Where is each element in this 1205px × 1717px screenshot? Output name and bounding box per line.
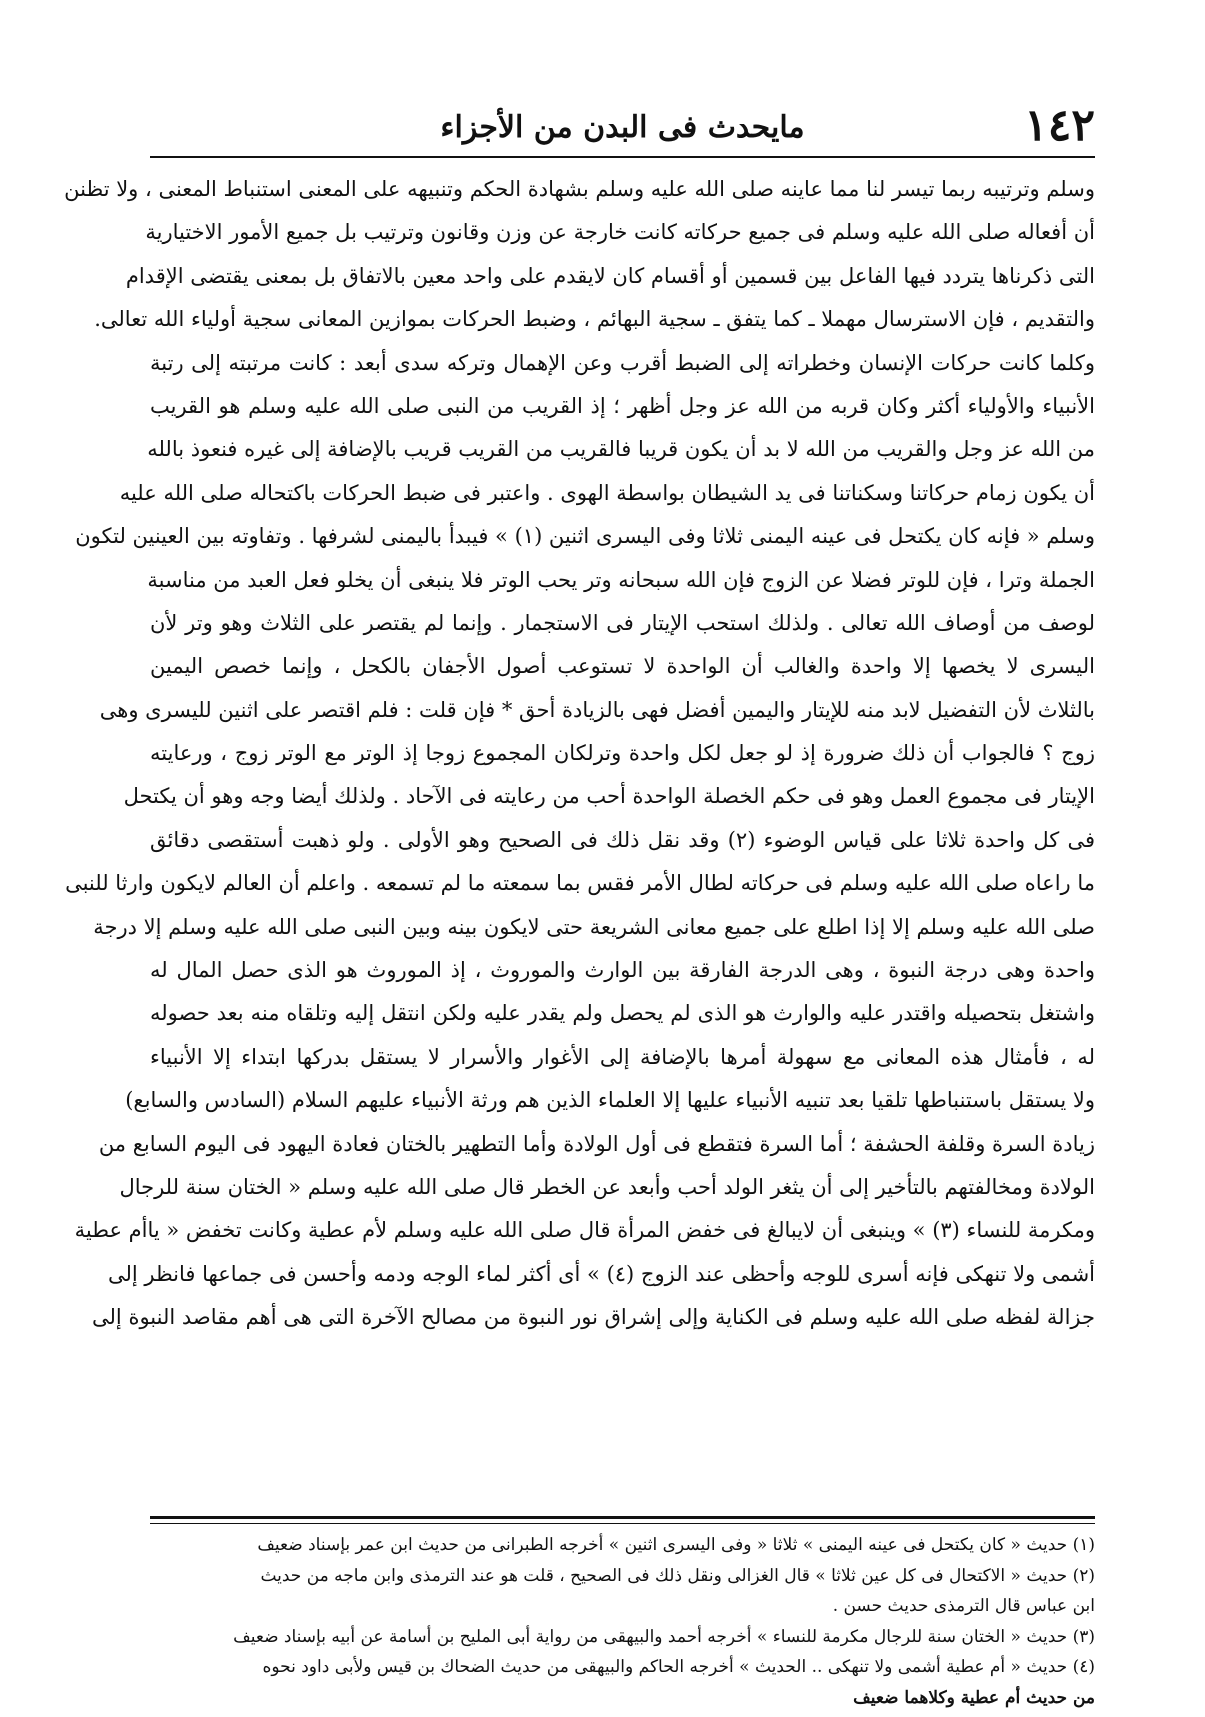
running-title: مايحدث فى البدن من الأجزاء [440, 110, 805, 145]
footnote-divider-thin [150, 1523, 1095, 1524]
text-line: جزالة لفظه صلى الله عليه وسلم فى الكناية وإلى إشراق نور النبوة من مصالح الآخرة التى هى أهم مقاصد النبوة إلى [92, 1305, 1095, 1330]
footnote-line: ابن عباس قال الترمذى حديث حسن . [832, 1596, 1095, 1616]
text-line: التى ذكرناها يتردد فيها الفاعل بين قسمين أو أقسام كان لايقدم على واحد معين بالاتفاق بل بمعنى يقتضى الإقدام [125, 263, 1095, 288]
footnote-divider [150, 1516, 1095, 1519]
text-line: الإيتار فى مجموع العمل وهو فى حكم الخصلة الواحدة أحب من رعايته فى الآحاد . ولذلك أيضا وجه وهو أن يكتحل [123, 784, 1095, 809]
page-header [150, 96, 1095, 158]
text-line: ما راعاه صلى الله عليه وسلم فى حركاته لطال الأمر فقس بما سمعته ما لم تسمعه . واعلم أن العالم لايكون وارثا للنبى [65, 871, 1095, 896]
text-line: لوصف من أوصاف الله تعالى . ولذلك استحب الإيتار فى الاستجمار . وإنما لم يقتصر على الثلاث وهو وتر لأن [150, 610, 1095, 635]
text-line: من الله عز وجل والقريب من الله لا بد أن يكون قريبا فالقريب من القريب قريب بالإضافة إلى غيره فنعوذ بالله [147, 437, 1095, 462]
text-line: صلى الله عليه وسلم إلا إذا اطلع على جميع معانى الشريعة حتى لايكون بينه وبين النبى صلى الله عليه وسلم إلا درجة [93, 914, 1095, 939]
text-line: أشمى ولا تنهكى فإنه أسرى للوجه وأحظى عند الزوج (٤) » أى أكثر لماء الوجه ودمه وأحسن فى جماعها فانظر إلى [107, 1261, 1095, 1286]
text-line: زيادة السرة وقلفة الحشفة ؛ أما السرة فتقطع فى أول الولادة وأما التطهير بالختان فعادة اليهود فى اليوم السابع من [98, 1131, 1095, 1156]
text-line: ولا يستقل باستنباطها تلقيا بعد تنبيه الأنبياء عليها إلا العلماء الذين هم ورثة الأنبياء عليهم السلام (السادس والسابع) [125, 1088, 1095, 1113]
footnote-line: (٤) حديث « أم عطية أشمى ولا تنهكى .. الحديث » أخرجه الحاكم والبيهقى من حديث الضحاك بن قيس ولأبى داود نحوه [262, 1657, 1095, 1677]
footnote-line: من حديث أم عطية وكلاهما ضعيف [853, 1687, 1095, 1708]
text-line: أن يكون زمام حركاتنا وسكناتنا فى يد الشيطان بواسطة الهوى . واعتبر فى ضبط الحركات باكتحاله صلى الله عليه [119, 480, 1095, 505]
text-line: بالثلاث لأن التفضيل لابد منه للإيتار واليمين أفضل فهى بالزيادة أحق * فإن قلت : فلم اقتصر على اثنين لليسرى وهى [99, 697, 1095, 722]
text-line: وكلما كانت حركات الإنسان وخطراته إلى الضبط أقرب وعن الإهمال وتركه سدى أبعد : كانت مرتبته إلى رتبة [150, 350, 1095, 375]
main-text [64, 168, 1095, 1340]
text-line: فى كل واحدة ثلاثا على قياس الوضوء (٢) وقد نقل ذلك فى الصحيح وهو الأولى . ولو ذهبت أستقصى دقائق [150, 827, 1095, 852]
text-line: وسلم وترتيبه ربما تيسر لنا مما عاينه صلى الله عليه وسلم بشهادة الحكم وتنبيهه على المعنى استنباط المعنى ، ولا تظنن [64, 177, 1095, 201]
footnote-line: (٢) حديث « الاكتحال فى كل عين ثلاثا » قال الغزالى ونقل ذلك فى الصحيح ، قلت هو عند الترمذى وابن ماجه من حديث [260, 1565, 1095, 1586]
text-line: ومكرمة للنساء (٣) » وينبغى أن لايبالغ فى خفض المرأة قال صلى الله عليه وسلم لأم عطية وكانت تخفض « ياأم عطية [74, 1218, 1095, 1243]
text-line: له ، فأمثال هذه المعانى مع سهولة أمرها بالإضافة إلى الأغوار والأسرار لا يستقل بدركها ابتداء إلا الأنبياء [150, 1044, 1095, 1069]
text-line: الجملة وترا ، فإن للوتر فضلا عن الزوج فإن الله سبحانه وتر يحب الوتر فلا ينبغى أن يخلو فعل العبد من مناسبة [147, 567, 1095, 592]
text-line: واشتغل بتحصيله واقتدر عليه والوارث هو الذى لم يحصل ولم يقدر عليه ولكن انتقل إليه وتلقاه منه بعد حصوله [150, 1001, 1095, 1026]
text-line: وسلم « فإنه كان يكتحل فى عينه اليمنى ثلاثا وفى اليسرى اثنين (١) » فيبدأ باليمنى لشرفها . وتفاوته بين العينين لتكون [75, 524, 1095, 549]
text-line: اليسرى لا يخصها إلا واحدة والغالب أن الواحدة لا تستوعب أصول الأجفان بالكحل ، وإنما خصص اليمين [150, 654, 1095, 679]
text-line: الأنبياء والأولياء أكثر وكان قربه من الله عز وجل أظهر ؛ إذ القريب من النبى صلى الله عليه وسلم هو القريب [150, 393, 1095, 418]
text-line: واحدة وهى درجة النبوة ، وهى الدرجة الفارقة بين الوارث والموروث ، إذ الموروث هو الذى حصل المال له [150, 958, 1095, 983]
text-line: الولادة ومخالفتهم بالتأخير إلى أن يثغر الولد أحب وأبعد عن الخطر قال صلى الله عليه وسلم « الختان سنة للرجال [119, 1174, 1095, 1199]
text-line: أن أفعاله صلى الله عليه وسلم فى جميع حركاته كانت خارجة عن وزن وقانون وترتيب بل جميع الأمور الاختيارية [145, 220, 1095, 245]
page-number: ١٤٢ [1024, 100, 1095, 151]
footnote-line: (١) حديث « كان يكتحل فى عينه اليمنى » ثلاثا « وفى اليسرى اثنين » أخرجه الطبرانى من حديث ابن عمر بإسناد ضعيف [257, 1535, 1095, 1555]
text-line: والتقديم ، فإن الاسترسال مهملا ـ كما يتفق ـ سجية البهائم ، وضبط الحركات بموازين المعانى سجية أولياء الله تعالى. [94, 307, 1095, 332]
footnotes [150, 1530, 1095, 1713]
footnote-line: (٣) حديث « الختان سنة للرجال مكرمة للنساء » أخرجه أحمد والبيهقى من رواية أبى المليح بن أسامة عن أبيه بإسناد ضعيف [233, 1626, 1095, 1647]
text-line: زوج ؟ فالجواب أن ذلك ضرورة إذ لو جعل لكل واحدة وترلكان المجموع زوجا إذ الوتر مع الوتر زوج ، ورعايته [150, 741, 1095, 766]
